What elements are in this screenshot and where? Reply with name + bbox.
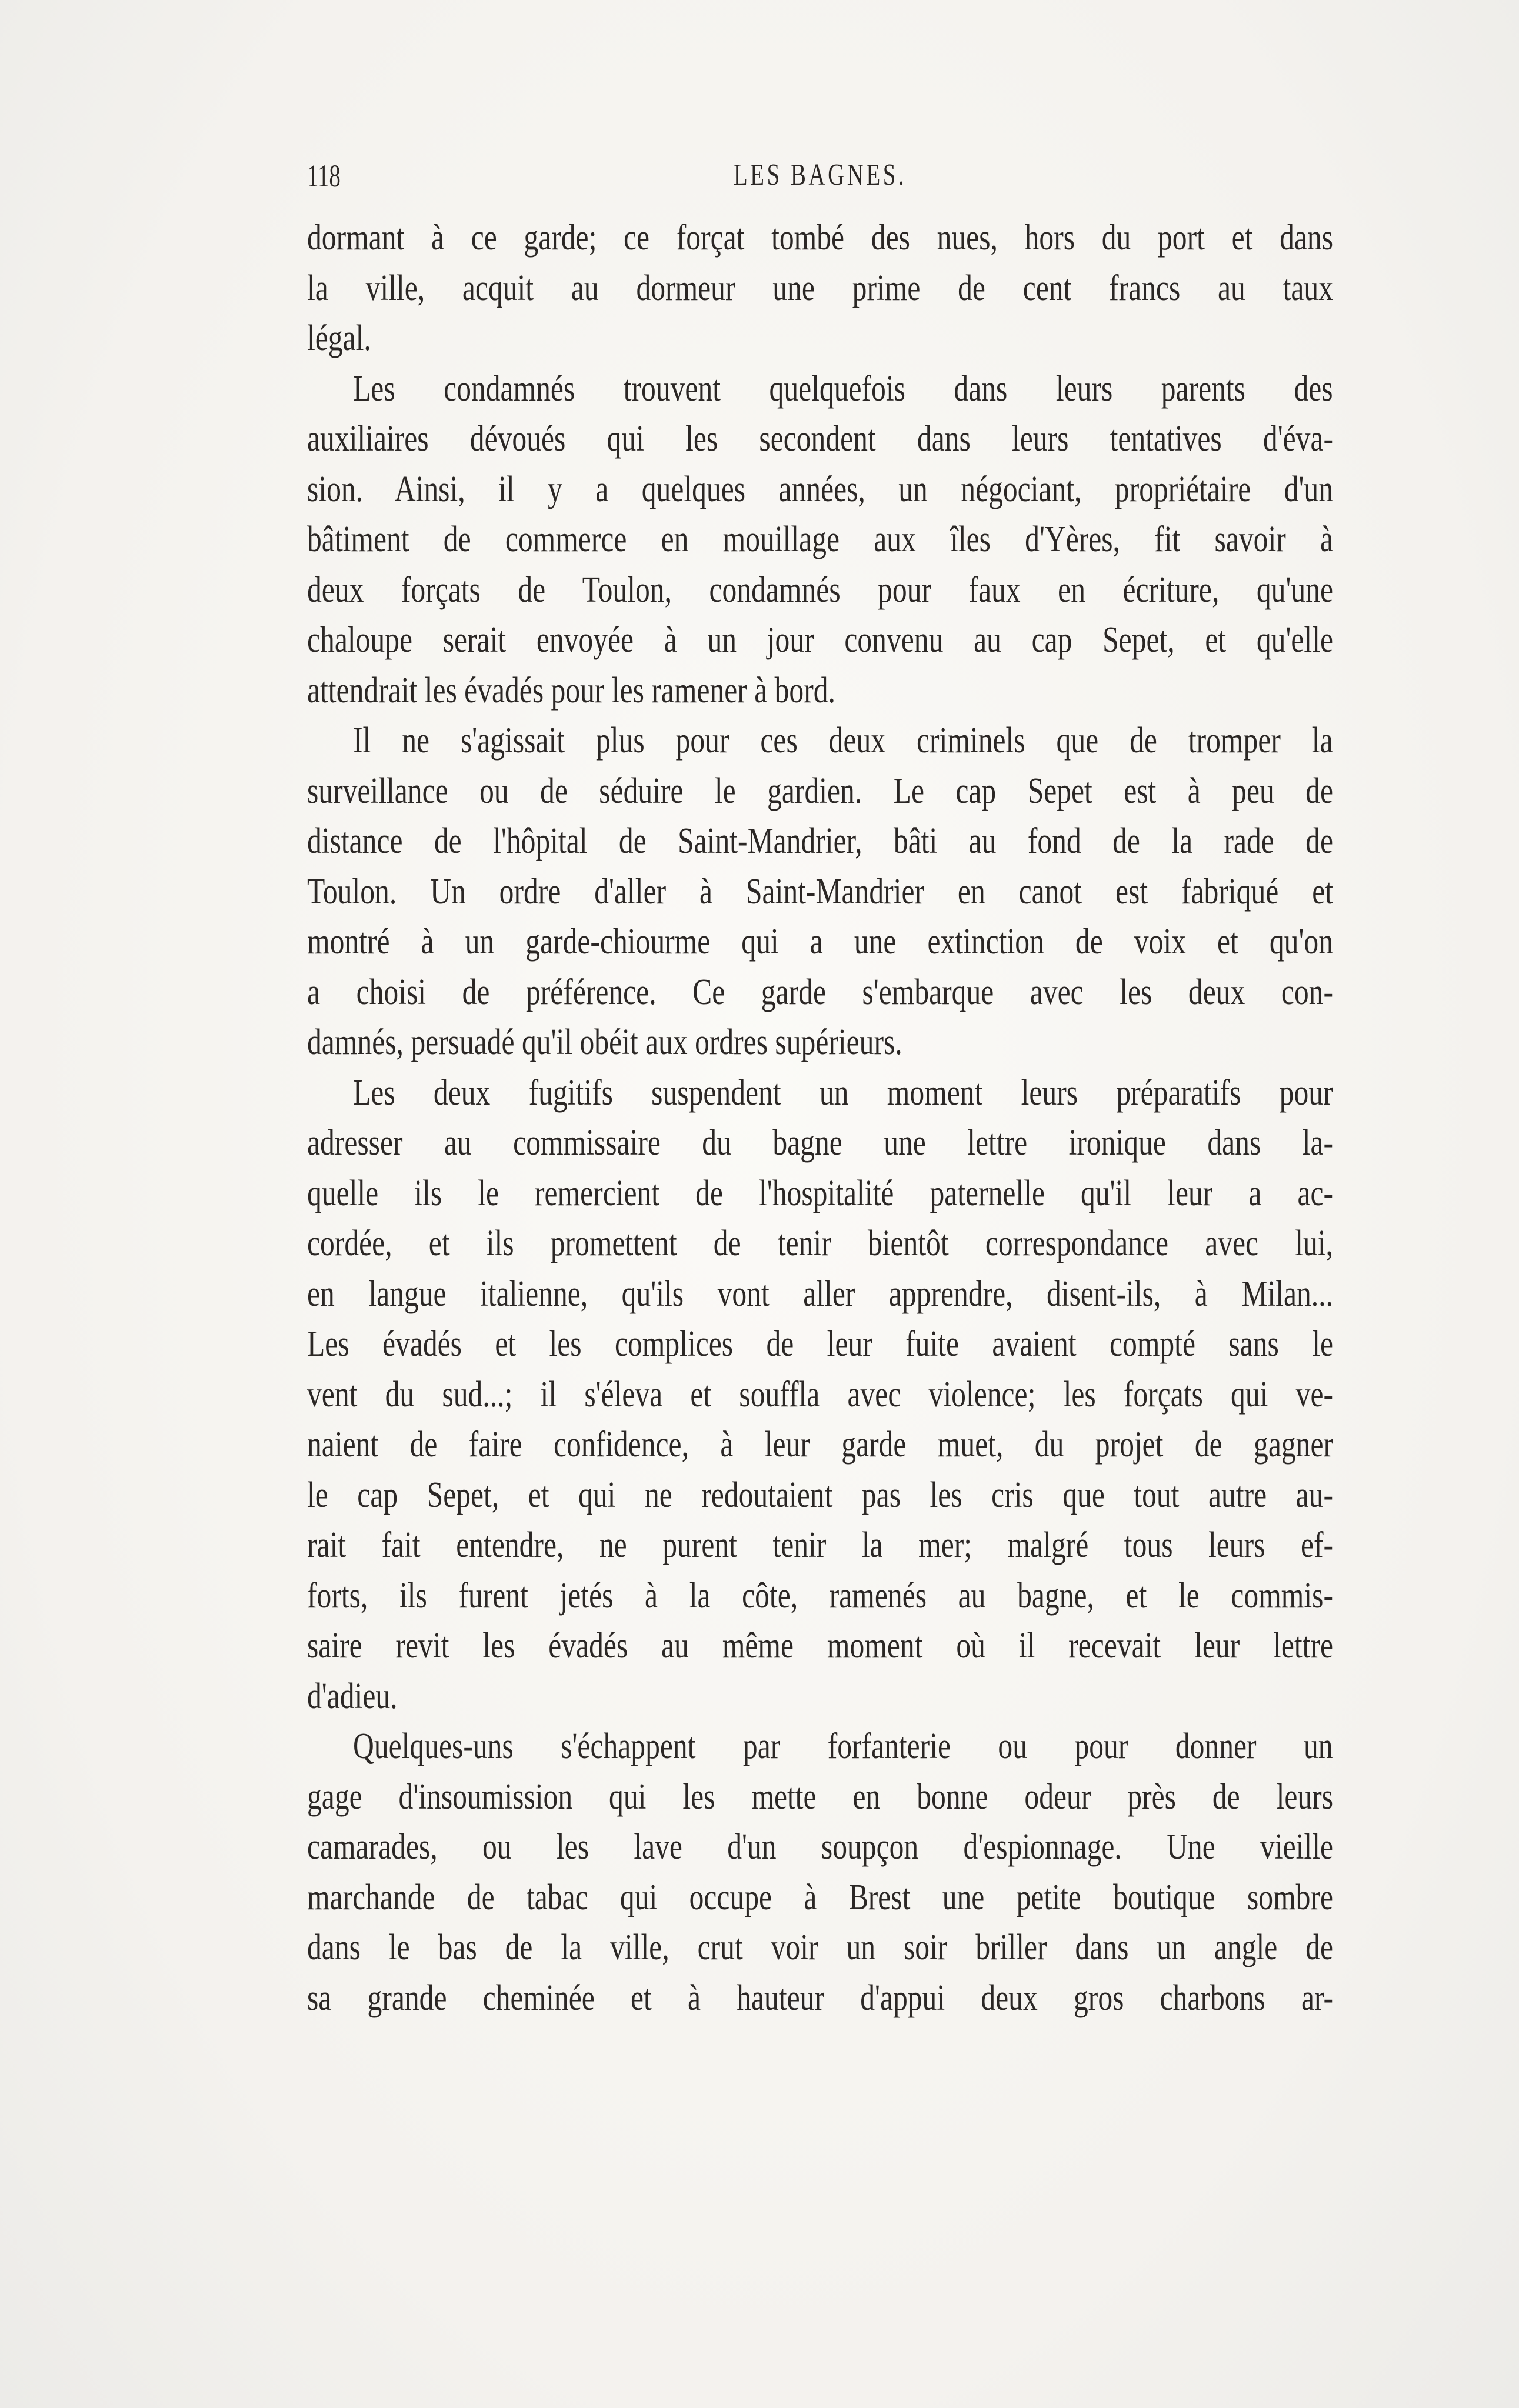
text-line: le cap Sepet, et qui ne redoutaient pas les cris que tout autre au-	[307, 1475, 1333, 1515]
text-line-row	[307, 1672, 1333, 1722]
running-title: LES BAGNES.	[733, 158, 907, 192]
text-line: gage d'insoumission qui les mette en bonne odeur près de leurs	[307, 1776, 1333, 1817]
text-line-row	[307, 1722, 1333, 1772]
text-line-row	[307, 465, 1333, 515]
text-line: Il ne s'agissait plus pour ces deux criminels que de tromper la	[353, 721, 1333, 761]
text-line-row	[307, 1571, 1333, 1622]
text-line-row	[307, 1973, 1333, 2024]
text-line-row	[307, 1923, 1333, 1973]
text-line-row	[307, 716, 1333, 766]
body-text	[307, 213, 1333, 2023]
text-line: forts, ils furent jetés à la côte, ramenés au bagne, et le commis-	[307, 1575, 1333, 1616]
text-line-row	[307, 1822, 1333, 1873]
text-line: surveillance ou de séduire le gardien. Le cap Sepet est à peu de	[307, 771, 1333, 811]
text-line: damnés, persuadé qu'il obéit aux ordres supérieurs.	[307, 1022, 902, 1062]
text-line: en langue italienne, qu'ils vont aller apprendre, disent-ils, à Milan...	[307, 1273, 1333, 1314]
paragraph	[307, 364, 1333, 716]
text-line: Les deux fugitifs suspendent un moment leurs préparatifs pour	[353, 1072, 1333, 1113]
text-line: cordée, et ils promettent de tenir bientôt correspondance avec lui,	[307, 1223, 1333, 1263]
text-line: sa grande cheminée et à hauteur d'appui deux gros charbons ar-	[307, 1977, 1333, 2018]
paragraph	[307, 1068, 1333, 1722]
text-line-row	[307, 1470, 1333, 1521]
text-line-row	[307, 565, 1333, 616]
text-line: quelle ils le remercient de l'hospitalité paternelle qu'il leur a ac-	[307, 1173, 1333, 1213]
text-line-row	[307, 867, 1333, 918]
text-line: dans le bas de la ville, crut voir un soir briller dans un angle de	[307, 1927, 1333, 1967]
paragraph	[307, 1722, 1333, 2023]
paragraph	[307, 716, 1333, 1068]
text-line-row	[307, 766, 1333, 817]
text-line-row	[307, 1219, 1333, 1269]
text-line: camarades, ou les lave d'un soupçon d'espionnage. Une vieille	[307, 1827, 1333, 1867]
text-line: marchande de tabac qui occupe à Brest une petite boutique sombre	[307, 1877, 1333, 1917]
text-line-row	[307, 264, 1333, 314]
text-line: d'adieu.	[307, 1676, 398, 1716]
text-line-row	[307, 1118, 1333, 1169]
text-line: chaloupe serait envoyée à un jour convenu au cap Sepet, et qu'elle	[307, 620, 1333, 660]
text-line-row	[307, 1772, 1333, 1823]
text-line-row	[307, 213, 1333, 264]
paragraph	[307, 213, 1333, 364]
text-line: Les condamnés trouvent quelquefois dans leurs parents des	[353, 368, 1333, 409]
page-header	[307, 158, 1333, 199]
text-line-row	[307, 1319, 1333, 1370]
text-line: a choisi de préférence. Ce garde s'embarque avec les deux con-	[307, 972, 1333, 1012]
text-line-row	[307, 917, 1333, 968]
page-number: 118	[307, 158, 341, 194]
text-line: rait fait entendre, ne purent tenir la mer; malgré tous leurs ef-	[307, 1525, 1333, 1565]
text-line: Quelques-uns s'échappent par forfanterie ou pour donner un	[353, 1726, 1333, 1766]
text-line: Toulon. Un ordre d'aller à Saint-Mandrier en canot est fabriqué et	[307, 871, 1333, 912]
text-line: bâtiment de commerce en mouillage aux îles d'Yères, fit savoir à	[307, 519, 1333, 559]
text-line-row	[307, 816, 1333, 867]
text-line-row	[307, 666, 1333, 716]
text-line: légal.	[307, 318, 371, 358]
text-line-row	[307, 1068, 1333, 1119]
text-line: vent du sud...; il s'éleva et souffla avec violence; les forçats qui ve-	[307, 1374, 1333, 1415]
text-line: la ville, acquit au dormeur une prime de cent francs au taux	[307, 268, 1333, 308]
text-line-row	[307, 1520, 1333, 1571]
text-line: saire revit les évadés au même moment où il recevait leur lettre	[307, 1626, 1333, 1666]
text-line: auxiliaires dévoués qui les secondent dans leurs tentatives d'éva-	[307, 419, 1333, 459]
text-line-row	[307, 515, 1333, 565]
text-line: montré à un garde-chiourme qui a une extinction de voix et qu'on	[307, 922, 1333, 962]
text-line-row	[307, 1621, 1333, 1672]
text-line-row	[307, 1370, 1333, 1420]
text-line-row	[307, 1169, 1333, 1219]
text-line: dormant à ce garde; ce forçat tombé des nues, hors du port et dans	[307, 218, 1333, 258]
text-line-row	[307, 615, 1333, 666]
text-line: adresser au commissaire du bagne une lettre ironique dans la-	[307, 1123, 1333, 1163]
text-line-row	[307, 364, 1333, 415]
text-line: Les évadés et les complices de leur fuite avaient compté sans le	[307, 1324, 1333, 1364]
text-line-row	[307, 414, 1333, 465]
text-line-row	[307, 1873, 1333, 1923]
text-line: naient de faire confidence, à leur garde muet, du projet de gagner	[307, 1425, 1333, 1465]
text-line: distance de l'hôpital de Saint-Mandrier, bâti au fond de la rade de	[307, 821, 1333, 861]
text-line: sion. Ainsi, il y a quelques années, un négociant, propriétaire d'un	[307, 469, 1333, 509]
text-line: deux forçats de Toulon, condamnés pour faux en écriture, qu'une	[307, 569, 1333, 610]
text-line-row	[307, 1018, 1333, 1068]
text-line-row	[307, 1420, 1333, 1470]
text-line: attendrait les évadés pour les ramener à bord.	[307, 670, 835, 711]
text-line-row	[307, 1269, 1333, 1320]
text-line-row	[307, 313, 1333, 364]
text-line-row	[307, 968, 1333, 1018]
